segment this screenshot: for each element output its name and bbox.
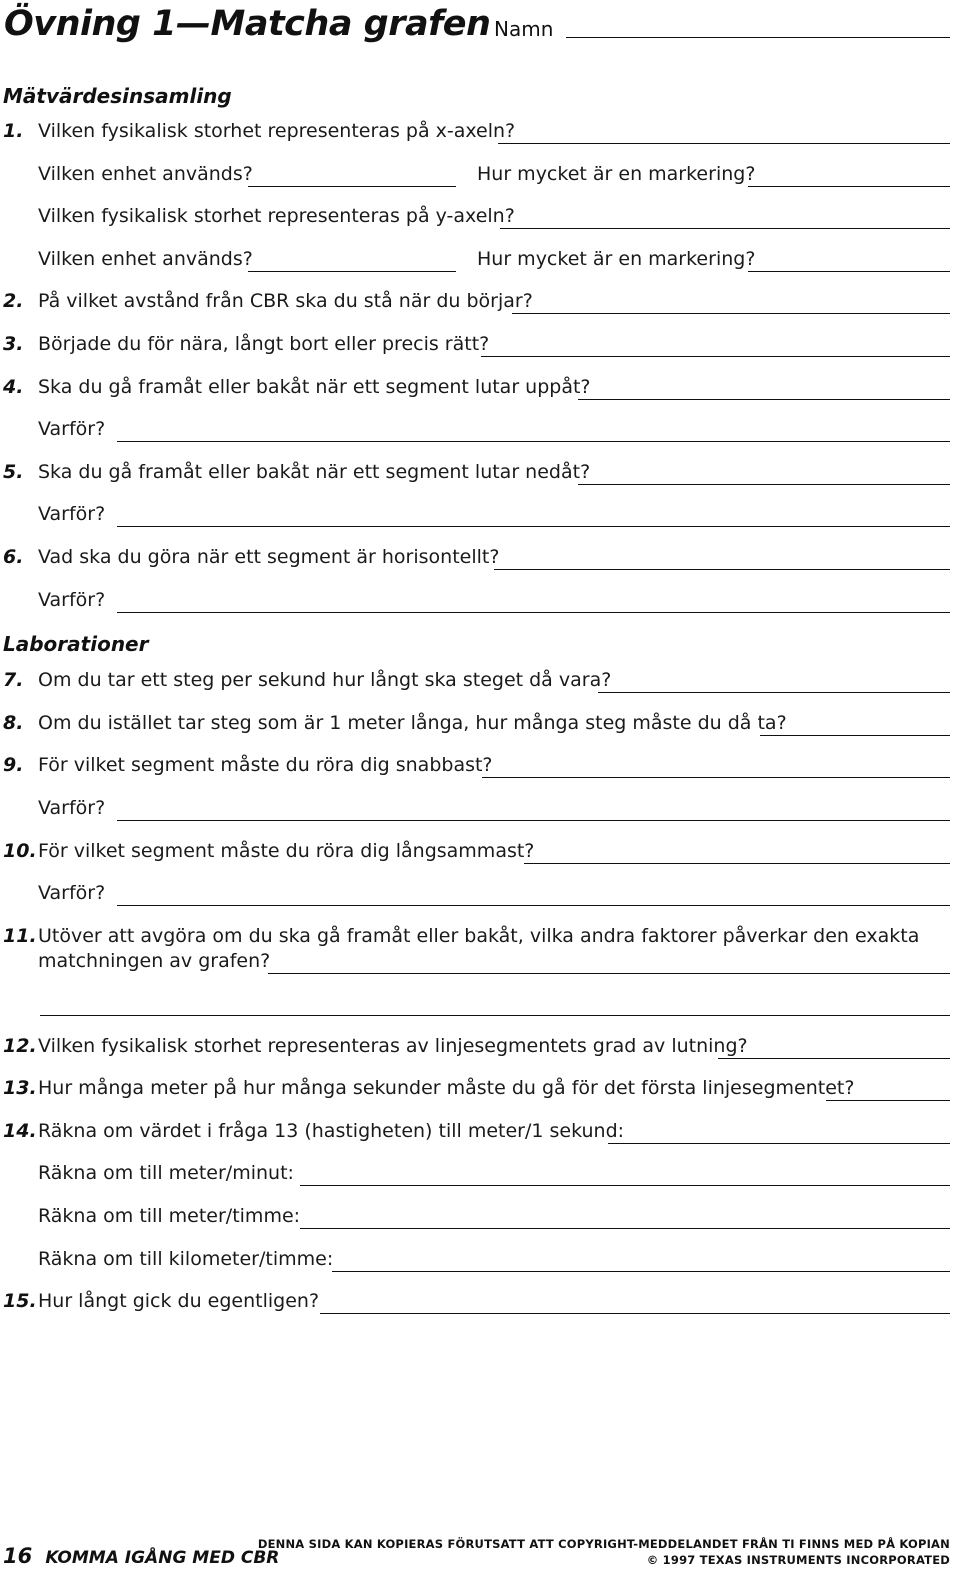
question-text: Räkna om till meter/minut: — [38, 1162, 294, 1184]
answer-line[interactable] — [40, 1015, 950, 1016]
why-label: Varför? — [38, 797, 106, 819]
answer-line[interactable] — [578, 399, 950, 400]
footer-copyright — [258, 1536, 950, 1568]
footer-page-info — [3, 1544, 279, 1568]
answer-line[interactable] — [117, 441, 950, 442]
question-text: Hur mycket är en markering? — [477, 248, 756, 270]
answer-line[interactable] — [117, 905, 950, 906]
question-13-row — [0, 1075, 950, 1103]
question-8-row — [0, 710, 950, 738]
answer-line[interactable] — [826, 1100, 950, 1101]
question-text: För vilket segment måste du röra dig snabbast? — [38, 754, 493, 776]
answer-line[interactable] — [248, 271, 456, 272]
question-text: Ska du gå framåt eller bakåt när ett segment lutar uppåt? — [38, 376, 591, 398]
question-text: Hur många meter på hur många sekunder måste du gå för det första linjesegmentet? — [38, 1077, 855, 1099]
page-number: 16 — [3, 1544, 33, 1568]
copy-notice: DENNA SIDA KAN KOPIERAS FÖRUTSATT ATT COPYRIGHT-MEDDELANDET FRÅN TI FINNS MED PÅ KOPIAN — [257, 1537, 950, 1551]
question-text: Utöver att avgöra om du ska gå framåt eller bakåt, vilka andra faktorer påverkar den exakta — [38, 925, 920, 947]
answer-line[interactable] — [760, 735, 950, 736]
question-text: Räkna om till kilometer/timme: — [38, 1248, 334, 1270]
question-text: För vilket segment måste du röra dig långsammast? — [38, 840, 535, 862]
question-text: Räkna om värdet i fråga 13 (hastigheten) till meter/1 sekund: — [38, 1120, 625, 1142]
answer-line[interactable] — [300, 1185, 950, 1186]
copyright-line: © 1997 TEXAS INSTRUMENTS INCORPORATED — [646, 1553, 950, 1567]
question-number: 7. — [3, 669, 24, 691]
question-text: Vilken fysikalisk storhet representeras av linjesegmentets grad av lutning? — [38, 1035, 748, 1057]
question-number: 13. — [3, 1077, 37, 1099]
question-number: 8. — [3, 712, 24, 734]
answer-line[interactable] — [481, 356, 950, 357]
why-label: Varför? — [38, 589, 106, 611]
question-15-row — [0, 1288, 950, 1316]
question-14-kmh-row — [0, 1246, 950, 1274]
question-text: Vad ska du göra när ett segment är horisontellt? — [38, 546, 500, 568]
question-4-why-row — [0, 416, 950, 444]
question-5-why-row — [0, 501, 950, 529]
why-label: Varför? — [38, 418, 106, 440]
section-heading-labs: Laborationer — [3, 632, 149, 656]
question-text: Räkna om till meter/timme: — [38, 1205, 301, 1227]
question-text: Om du istället tar steg som är 1 meter långa, hur många steg måste du då ta? — [38, 712, 787, 734]
question-1-row — [0, 118, 950, 146]
question-6-why-row — [0, 587, 950, 615]
answer-line[interactable] — [494, 569, 950, 570]
question-number: 5. — [3, 461, 24, 483]
question-number: 3. — [3, 333, 24, 355]
question-number: 14. — [3, 1120, 37, 1142]
answer-line[interactable] — [748, 271, 950, 272]
question-number: 1. — [3, 120, 24, 142]
answer-line[interactable] — [300, 1228, 950, 1229]
answer-line[interactable] — [320, 1313, 950, 1314]
answer-line[interactable] — [524, 863, 950, 864]
question-1-unit-y-row — [0, 246, 950, 274]
answer-line[interactable] — [117, 526, 950, 527]
answer-line[interactable] — [332, 1271, 950, 1272]
question-number: 12. — [3, 1035, 37, 1057]
question-text: Om du tar ett steg per sekund hur långt ska steget då vara? — [38, 669, 612, 691]
question-4-row — [0, 374, 950, 402]
name-label: Namn — [494, 17, 554, 41]
question-2-row — [0, 288, 950, 316]
answer-line[interactable] — [598, 692, 950, 693]
question-number: 15. — [3, 1290, 37, 1312]
question-10-why-row — [0, 880, 950, 908]
question-9-row — [0, 752, 950, 780]
question-text: Vilken fysikalisk storhet representeras på y-axeln? — [38, 205, 515, 227]
question-text: matchningen av grafen? — [38, 950, 271, 972]
answer-line[interactable] — [248, 186, 456, 187]
answer-line[interactable] — [608, 1143, 950, 1144]
question-text: Hur långt gick du egentligen? — [38, 1290, 320, 1312]
answer-line[interactable] — [117, 612, 950, 613]
question-11-extra-row — [0, 990, 950, 1018]
question-number: 11. — [3, 925, 37, 947]
why-label: Varför? — [38, 503, 106, 525]
answer-line[interactable] — [578, 484, 950, 485]
question-text: Vilken fysikalisk storhet representeras på x-axeln? — [38, 120, 516, 142]
question-6-row — [0, 544, 950, 572]
question-text: Vilken enhet används? — [38, 248, 253, 270]
question-10-row — [0, 838, 950, 866]
question-number: 4. — [3, 376, 24, 398]
question-text: Hur mycket är en markering? — [477, 163, 756, 185]
question-text: Ska du gå framåt eller bakåt när ett segment lutar nedåt? — [38, 461, 591, 483]
question-number: 10. — [3, 840, 37, 862]
question-1-y-row — [0, 203, 950, 231]
question-number: 2. — [3, 290, 24, 312]
question-14-minute-row — [0, 1160, 950, 1188]
question-14-row — [0, 1118, 950, 1146]
question-number: 6. — [3, 546, 24, 568]
question-text: Började du för nära, långt bort eller precis rätt? — [38, 333, 490, 355]
why-label: Varför? — [38, 882, 106, 904]
question-text: På vilket avstånd från CBR ska du stå när du börjar? — [38, 290, 533, 312]
page-title: Övning 1—Matcha grafen — [4, 4, 491, 44]
answer-line[interactable] — [268, 973, 950, 974]
question-3-row — [0, 331, 950, 359]
question-12-row — [0, 1033, 950, 1061]
question-5-row — [0, 459, 950, 487]
question-7-row — [0, 667, 950, 695]
book-title: KOMMA IGÅNG MED CBR — [45, 1548, 280, 1568]
answer-line[interactable] — [482, 777, 950, 778]
name-field-line[interactable] — [566, 37, 950, 38]
question-11-row — [0, 923, 950, 951]
section-heading-collection: Mätvärdesinsamling — [3, 84, 232, 108]
question-14-hour-row — [0, 1203, 950, 1231]
answer-line[interactable] — [500, 228, 950, 229]
question-1-unit-x-row — [0, 161, 950, 189]
answer-line[interactable] — [498, 143, 950, 144]
answer-line[interactable] — [117, 820, 950, 821]
answer-line[interactable] — [748, 186, 950, 187]
question-text: Vilken enhet används? — [38, 163, 253, 185]
answer-line[interactable] — [718, 1058, 950, 1059]
question-9-why-row — [0, 795, 950, 823]
question-number: 9. — [3, 754, 24, 776]
answer-line[interactable] — [512, 313, 950, 314]
question-11-continued-row — [0, 948, 950, 976]
